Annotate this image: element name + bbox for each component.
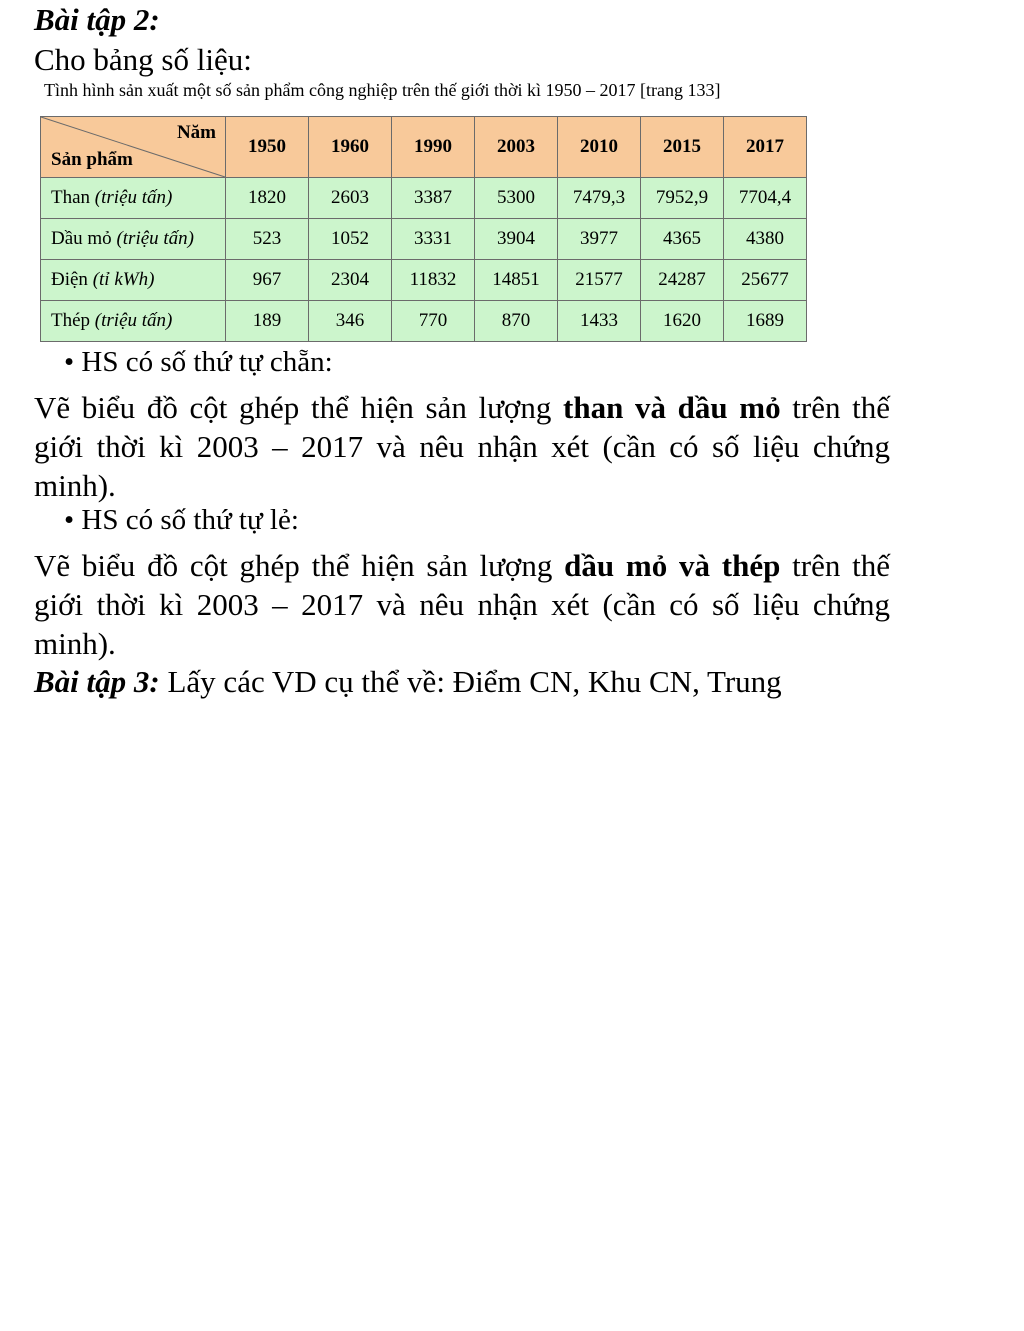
odd-text-bold: dầu mỏ và thép: [564, 548, 781, 583]
value-cell: 189: [226, 301, 309, 342]
value-cell: 1620: [641, 301, 724, 342]
product-unit: (triệu tấn): [94, 187, 173, 208]
even-text-pre: Vẽ biểu đồ cột ghép thể hiện sản lượng: [34, 390, 563, 425]
value-cell: 870: [475, 301, 558, 342]
product-name: Dầu mỏ: [51, 228, 112, 249]
table-row: [41, 260, 807, 301]
odd-bullet: • HS có số thứ tự lẻ:: [64, 504, 299, 536]
table-row: [41, 178, 807, 219]
product-label-cell: [41, 260, 226, 301]
value-cell: 346: [309, 301, 392, 342]
year-header: 1950: [226, 117, 309, 178]
value-cell: 523: [226, 219, 309, 260]
table-body: [41, 178, 807, 342]
table-header-row: [41, 117, 807, 178]
value-cell: 7479,3: [558, 178, 641, 219]
value-cell: 24287: [641, 260, 724, 301]
year-header: 1990: [392, 117, 475, 178]
even-text-post: trên thế giới thời kì 2003 – 2017 và nêu nhận xét (cần có số liệu chứng minh).: [34, 390, 891, 503]
value-cell: 1689: [724, 301, 807, 342]
value-cell: 1433: [558, 301, 641, 342]
table-row: [41, 219, 807, 260]
value-cell: 7704,4: [724, 178, 807, 219]
value-cell: 4380: [724, 219, 807, 260]
odd-instruction: [34, 546, 890, 663]
even-bullet: • HS có số thứ tự chẵn:: [64, 346, 333, 378]
value-cell: 3977: [558, 219, 641, 260]
product-label-cell: [41, 219, 226, 260]
product-label-cell: [41, 178, 226, 219]
odd-text-pre: Vẽ biểu đồ cột ghép thể hiện sản lượng: [34, 548, 565, 583]
year-header: 2017: [724, 117, 807, 178]
product-corner-label: Sản phẩm: [51, 149, 133, 170]
value-cell: 1052: [309, 219, 392, 260]
value-cell: 4365: [641, 219, 724, 260]
production-table: [40, 116, 807, 342]
value-cell: 3331: [392, 219, 475, 260]
product-label-cell: [41, 301, 226, 342]
value-cell: 2603: [309, 178, 392, 219]
corner-header-cell: [41, 117, 226, 178]
even-instruction: [34, 388, 890, 505]
value-cell: 3904: [475, 219, 558, 260]
product-unit: (triệu tấn): [116, 228, 195, 249]
exercise-2-heading: Bài tập 2:: [34, 2, 160, 37]
even-text-bold: than và dầu mỏ: [563, 390, 781, 425]
table-row: [41, 301, 807, 342]
table-caption: Tình hình sản xuất một số sản phẩm công nghiệp trên thế giới thời kì 1950 – 2017 [trang 133]: [44, 80, 721, 100]
product-name: Điện: [51, 269, 88, 290]
product-unit: (tỉ kWh): [92, 269, 155, 290]
odd-text-post: trên thế giới thời kì 2003 – 2017 và nêu nhận xét (cần có số liệu chứng minh).: [34, 548, 890, 661]
value-cell: 967: [226, 260, 309, 301]
cut-off-next-exercise: [34, 662, 894, 699]
product-unit: (triệu tấn): [94, 310, 173, 331]
exercise-3-title: Bài tập 3:: [34, 664, 160, 699]
value-cell: 2304: [309, 260, 392, 301]
year-header: 2003: [475, 117, 558, 178]
year-header: 2010: [558, 117, 641, 178]
product-name: Thép: [51, 310, 91, 331]
exercise-3-text: Lấy các VD cụ thể về: Điểm CN, Khu CN, Trung: [159, 664, 782, 699]
year-header: 2015: [641, 117, 724, 178]
value-cell: 11832: [392, 260, 475, 301]
value-cell: 5300: [475, 178, 558, 219]
value-cell: 770: [392, 301, 475, 342]
value-cell: 21577: [558, 260, 641, 301]
value-cell: 7952,9: [641, 178, 724, 219]
value-cell: 14851: [475, 260, 558, 301]
year-header: 1960: [309, 117, 392, 178]
year-corner-label: Năm: [176, 122, 216, 143]
product-name: Than: [51, 187, 91, 208]
value-cell: 1820: [226, 178, 309, 219]
odd-bullet-text: HS có số thứ tự lẻ:: [81, 504, 299, 536]
value-cell: 25677: [724, 260, 807, 301]
even-bullet-text: HS có số thứ tự chẵn:: [81, 346, 333, 378]
intro-text: Cho bảng số liệu:: [34, 42, 252, 77]
value-cell: 3387: [392, 178, 475, 219]
